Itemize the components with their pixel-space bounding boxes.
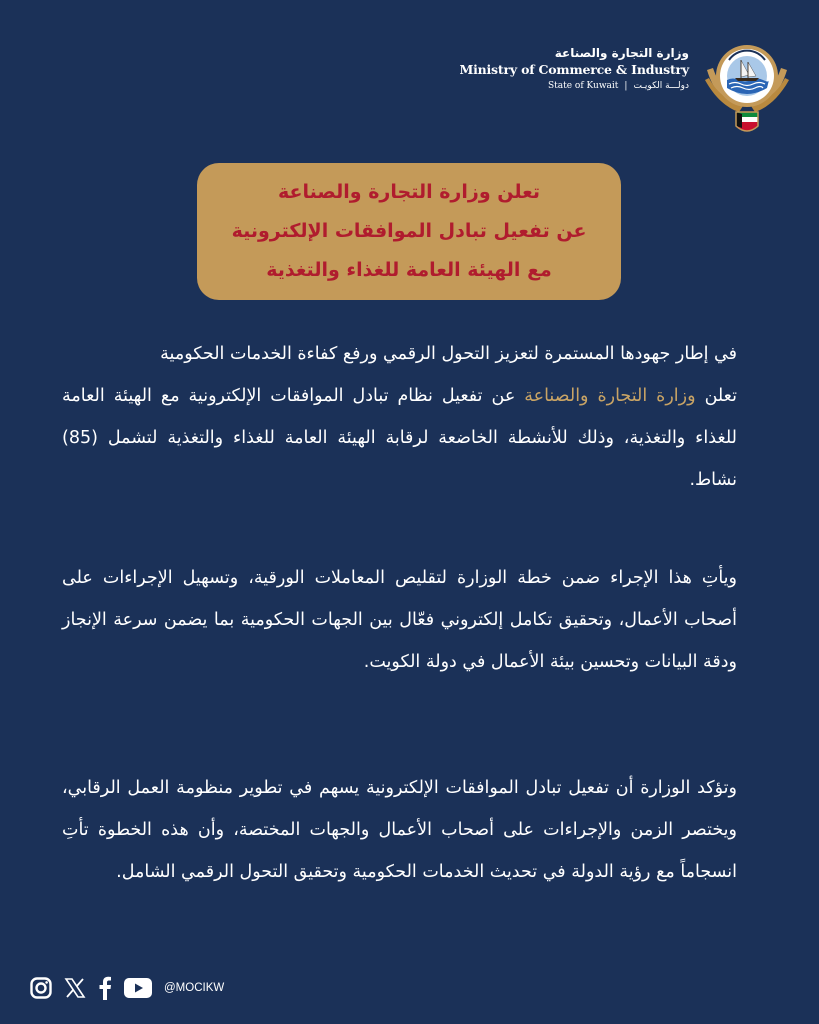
- facebook-icon[interactable]: [98, 975, 112, 1001]
- state-ar: دولـــة الكويـت: [633, 81, 689, 91]
- banner-line-2: عن تفعيل تبادل الموافقات الإلكترونية: [231, 220, 587, 242]
- paragraph-1-intro: في إطار جهودها المستمرة لتعزيز التحول الرقمي ورفع كفاءة الخدمات الحكومية: [160, 344, 737, 364]
- announcement-title-banner: [197, 163, 621, 300]
- state-en: State of Kuwait: [547, 81, 619, 91]
- ministry-name-en: Ministry of Commerce & Industry: [459, 62, 689, 77]
- ministry-name-block: [459, 45, 689, 94]
- instagram-icon[interactable]: [30, 975, 52, 1001]
- announce-rest: عن تفعيل نظام تبادل الموافقات الإلكترونية مع الهيئة العامة للغذاء والتغذية، وذلك للأنشطة الخاضعة لرقابة الهيئة العامة للغذاء والتغذية لتشمل (85) نشاط.: [62, 386, 737, 490]
- banner-line-1: تعلن وزارة التجارة والصناعة: [278, 181, 540, 203]
- paragraph-2: ويأتِ هذا الإجراء ضمن خطة الوزارة لتقليص المعاملات الورقية، وتسهيل الإجراءات على أصحاب الأعمال، وتحقيق تكامل إلكتروني فعّال بين الجهات الحكومية بما يضمن سرعة الإنجاز ودقة البيانات وتحسين بيئة الأعمال في دولة الكويت.: [62, 568, 737, 672]
- separator: |: [624, 81, 628, 91]
- ministry-name-ar: وزارة التجارة والصناعة: [554, 46, 689, 60]
- state-line: [459, 78, 689, 94]
- header: [459, 40, 791, 140]
- banner-line-3: مع الهيئة العامة للغذاء والتغذية: [266, 259, 552, 281]
- ministry-highlight: وزارة التجارة والصناعة: [524, 386, 696, 406]
- paragraph-1: [62, 333, 737, 501]
- youtube-icon[interactable]: [124, 975, 152, 1001]
- x-icon[interactable]: [64, 975, 86, 1001]
- paragraph-1-announcement: [62, 375, 737, 501]
- paragraph-3: وتؤكد الوزارة أن تفعيل تبادل الموافقات الإلكترونية يسهم في تطوير منظومة العمل الرقابي، ويختصر الزمن والإجراءات على أصحاب الأعمال والجهات المختصة، وأن هذه الخطوة تأتِ انسجاماً مع رؤية الدولة في تحديث الخدمات الحكومية وتحقيق التحول الرقمي الشامل.: [62, 778, 737, 882]
- social-footer: [30, 975, 224, 1001]
- kuwait-emblem-icon: [703, 40, 791, 140]
- announce-prefix: تعلن: [704, 386, 737, 406]
- social-handle[interactable]: @MOCIKW: [164, 982, 225, 994]
